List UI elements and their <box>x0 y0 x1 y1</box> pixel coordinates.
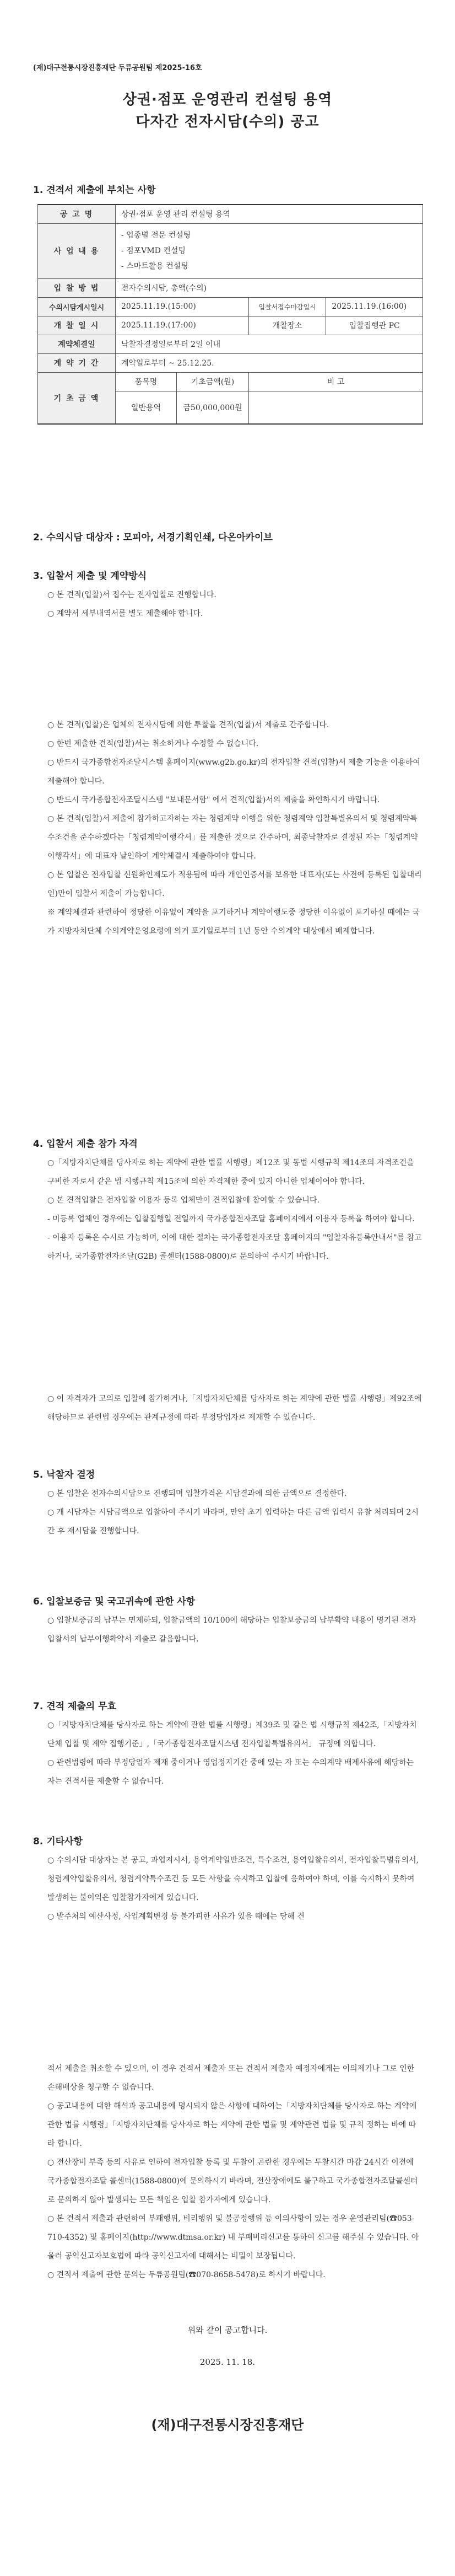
closing-text: 위와 같이 공고합니다. <box>187 2325 268 2335</box>
content-value <box>116 223 423 278</box>
list-item: ○ 입찰보증금의 납부는 면제하되, 입찰금액의 10/100에 해당하는 입찰보증금의 납부확약 내용이 명기된 전자입찰서의 납부이행확약서 제출로 갈음합니다. <box>47 1616 416 1644</box>
title-line-2: 다자간 전자시담(수의) 공고 <box>136 114 319 130</box>
content-label: 사 업 내 용 <box>38 223 116 278</box>
section1-heading: 1. 견적서 제출에 부치는 사항 <box>33 185 156 196</box>
section3-items <box>47 586 422 623</box>
section7-heading: 7. 견적 제출의 무효 <box>33 1701 116 1712</box>
organization-name: (재)대구전통시장진흥재단 <box>151 2417 304 2433</box>
list-item: ○ 반드시 국가종합전자조달시스템 "보내문서함" 에서 견적(입찰)서의 제출을 확인하시기 바랍니다. <box>47 796 380 804</box>
period-end: 2025.11.19.(16:00) <box>326 297 423 316</box>
period-start: 2025.11.19.(15:00) <box>116 297 249 316</box>
place-label: 개찰장소 <box>249 316 326 335</box>
section3-items-2 <box>47 716 422 941</box>
section7-items <box>47 1716 422 1791</box>
list-item: ※ 계약체결과 관련하여 정당한 이유없이 계약을 포기하거나 계약이행도중 정당한 이유없이 포기하실 때에는 국가 지방자치단체 수의계약운영요령에 의거 포기일로부터 1년 동안 수의계약 대상에서 배제합니다. <box>47 908 420 936</box>
list-item: ○ 반드시 국가종합전자조달시스템 홈페이지(www.g2b.go.kr)의 전자입찰 견적(입찰)서 제출 기능을 이용하여 제출해야 합니다. <box>47 758 420 786</box>
section5-items <box>47 1484 422 1541</box>
section4-heading: 4. 입찰서 제출 참가 자격 <box>33 1139 138 1150</box>
name-label: 공 고 명 <box>38 205 116 223</box>
list-item: - 미등록 업체인 경우에는 입찰집행일 전일까지 국가종합전자조달 홈페이지에서 이용자 등록을 하여야 합니다. <box>47 1215 415 1223</box>
section4-items <box>47 1153 422 1266</box>
price-amount: 금50,000,000원 <box>177 391 249 424</box>
list-item: ○「지방자치단체를 당사자로 하는 계약에 관한 법률 시행령」제39조 및 같은 법 시행규칙 제42조,「지방자치단체 입찰 및 계약 집행기준」,「국가종합전자조달시스템 전자입찰특별유의서」 규정에 의합니다. <box>47 1721 417 1748</box>
list-item: ○ 본 견적서 제출과 관련하여 부패행위, 비리행위 및 불공정행위 등 이의사항이 있는 경우 운영관리팀(☎053-710-4352) 및 홈페이지(http://www.dtmsa.or.kr) 내 부패비리신고를 통하여 신고를 해주실 수 있습니다. 아울러 공익신고자보호법에 따라 공익신고자에 대해서는 비밀이 보장됩니다. <box>47 2214 419 2261</box>
list-item: ○ 전산장비 부족 등의 사유로 인하여 전자입찰 등록 및 투찰이 곤란한 경우에는 투찰시간 마감 24시간 이전에 국가종합전자조달 콜센터(1588-0800)에 문의하시기 바라며, 전산장애에도 불구하고 국가종합전자조달콜센터로 문의하지 않아 발생되는 모든 책임은 입찰 참가자에게 있습니다. <box>47 2158 418 2204</box>
list-item: ○ 발주처의 예산사정, 사업계획변경 등 불가피한 사유가 있을 때에는 당해 견 <box>47 1912 305 1921</box>
section2-heading: 2. 수의시담 대상자 : 모피아, 서경기획인쇄, 다온아카이브 <box>33 532 273 543</box>
method-value: 전자수의시담, 총액(수의) <box>116 278 423 297</box>
list-item: ○ 본 견적(입찰)서 접수는 전자입찰로 진행합니다. <box>47 591 216 599</box>
row-contract <box>38 335 423 353</box>
list-item: - 이용자 등록은 수시로 가능하며, 이에 대한 절차는 국가종합전자조달 홈페이지의 "입찰자유등록안내서"를 참고하거나, 국가종합전자조달(G2B) 콜센터(1588-0800)로 문의하여 주시기 바랍니다. <box>47 1233 422 1261</box>
list-item: ○ 본 견적입찰은 전자입찰 이용자 등록 업체만이 견적입찰에 참여할 수 있습니다. <box>47 1196 319 1205</box>
doc-number: (재)대구전통시장진흥재단 두류공원팀 제2025-16호 <box>33 64 202 72</box>
row-method <box>38 278 423 297</box>
content-item: - 스마트활용 컨설팅 <box>121 262 188 271</box>
list-item: ○「지방자치단체를 당사자로 하는 계약에 관한 법률 시행령」제12조 및 동법 시행규칙 제14조의 자격조건을 구비한 자로서 같은 법 시행규칙 제15조에 의한 자격제한 중에 있지 아니한 업체이어야 합니다. <box>47 1158 414 1186</box>
list-item: ○ 관련법령에 따라 부정당업자 제재 중이거나 영업정지기간 중에 있는 자 또는 수의계약 배제사유에 해당하는 자는 견적서를 제출할 수 없습니다. <box>47 1758 414 1786</box>
section8-items <box>47 1851 422 1926</box>
list-item: ○ 계약서 세부내역서를 별도 제출해야 합니다. <box>47 609 203 618</box>
open-value: 2025.11.19.(17:00) <box>116 316 249 335</box>
row-period <box>38 297 423 316</box>
content-item: - 업종별 전문 컨설팅 <box>121 231 191 240</box>
row-content <box>38 223 423 278</box>
contract-value: 낙찰자결정일로부터 2일 이내 <box>116 335 423 353</box>
list-item: ○ 이 자격자가 고의로 입찰에 참가하거나,「지방자치단체를 당사자로 하는 계약에 관한 법률 시행령」제92조에 해당하므로 관련법 경우에는 관계규정에 따라 부정당업자로 제재할 수 있습니다. <box>47 1394 422 1422</box>
open-label: 개 찰 일 시 <box>38 316 116 335</box>
period-end-label: 입찰서접수마감일시 <box>249 297 326 316</box>
list-item: ○ 수의시담 대상자는 본 공고, 과업지시서, 용역계약일반조건, 특수조건, 용역입찰유의서, 전자입찰특별유의서, 청렴계약입찰유의서, 청렴계약특수조건 등 모든 사항을 숙지하고 입찰에 응하여야 하며, 이를 숙지하지 못하여 발생하는 불이익은 입찰참가자에게 있습니다. <box>47 1856 419 1902</box>
list-item: 적서 제출을 취소할 수 있으며, 이 경우 견적서 제출자 또는 견적서 제출자 예정자에게는 이의제기나 그로 인한 손해배상을 청구할 수 없습니다. <box>47 2064 415 2092</box>
price-col3: 비 고 <box>249 372 423 391</box>
price-label: 기 초 금 액 <box>38 372 116 424</box>
list-item: ○ 본 견적(입찰)은 업체의 전자시담에 의한 투찰을 견적(입찰)서 제출로 간주합니다. <box>47 721 329 729</box>
section6-items <box>47 1611 422 1649</box>
list-item: ○ 개 시담자는 시담금액으로 입찰하여 주시기 바라며, 만약 초기 입력하는 다른 금액 입력시 유찰 처리되며 2시간 후 재시담을 진행합니다. <box>47 1508 419 1536</box>
row-open <box>38 316 423 335</box>
list-item: ○ 견적서 제출에 관한 문의는 두류공원팀(☎070-8658-5478)로 하시기 바랍니다. <box>47 2271 326 2279</box>
price-note <box>249 391 423 424</box>
bid-info-table <box>37 204 423 425</box>
term-label: 계 약 기 간 <box>38 353 116 372</box>
term-value: 계약일로부터 ~ 25.12.25. <box>116 353 423 372</box>
name-value: 상권·점포 운영 관리 컨설팅 용역 <box>116 205 423 223</box>
period-label: 수의시담게시일시 <box>38 297 116 316</box>
notice-date: 2025. 11. 18. <box>199 2357 256 2367</box>
price-item: 일반용역 <box>116 391 177 424</box>
section3-heading: 3. 입찰서 제출 및 계약방식 <box>33 571 147 582</box>
title-line-1: 상권·점포 운영관리 컨설팅 용역 <box>122 92 333 108</box>
content-item: - 점포VMD 컨설팅 <box>121 246 186 255</box>
row-price-header <box>38 372 423 391</box>
row-name <box>38 205 423 223</box>
section4-items-2 <box>47 1389 422 1427</box>
list-item: ○ 본 입찰은 전자입찰 신원확인제도가 적용됨에 따라 개인인증서를 보유한 대표자(또는 사전에 등록된 입찰대리인)만이 입찰서 제출이 가능합니다. <box>47 871 422 898</box>
price-col2: 기초금액(원) <box>177 372 249 391</box>
contract-label: 계약체결일 <box>38 335 116 353</box>
list-item: ○ 한번 제출한 견적(입찰)서는 취소하거나 수정할 수 없습니다. <box>47 739 259 748</box>
price-col1: 품목명 <box>116 372 177 391</box>
list-item: ○ 본 견적(입찰)서 제출에 참가하고자하는 자는 청렴계약 이행을 위한 청렴계약 입찰특별유의서 및 청렴계약특수조건을 준수하겠다는「청렴계약이행각서」를 제출한 것으로 간주하며, 최종낙찰자로 결정된 자는「청렴계약이행각서」에 대표자 날인하여 계약체결시 제출하여야 합니다. <box>47 814 418 861</box>
list-item: ○ 본 입찰은 전자수의시담으로 진행되며 입찰가격은 시담결과에 의한 금액으로 결정한다. <box>47 1489 347 1498</box>
place-value: 입찰집행관 PC <box>326 316 423 335</box>
section8-items-2 <box>47 2059 422 2284</box>
section8-heading: 8. 기타사항 <box>33 1836 83 1847</box>
method-label: 입 찰 방 법 <box>38 278 116 297</box>
row-term <box>38 353 423 372</box>
section5-heading: 5. 낙찰자 결정 <box>33 1469 95 1480</box>
section6-heading: 6. 입찰보증금 및 국고귀속에 관한 사항 <box>33 1596 196 1607</box>
list-item: ○ 공고내용에 대한 해석과 공고내용에 명시되지 않은 사항에 대하여는「지방자치단체를 당사자로 하는 계약에 관한 법률 시행령」「지방자치단체를 당사자로 하는 계약에 관한 법률 및 계약관련 법률 및 규칙 정하는 바에 따라 합니다. <box>47 2102 417 2148</box>
